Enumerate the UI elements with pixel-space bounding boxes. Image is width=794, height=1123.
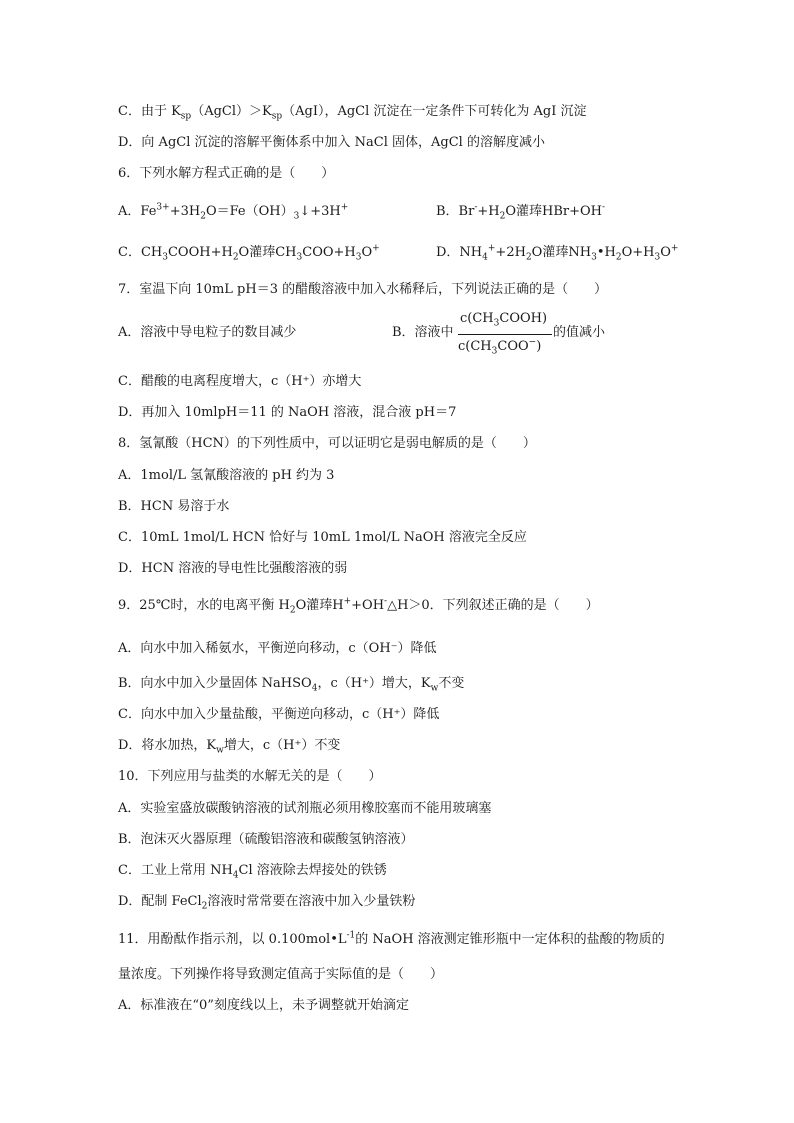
q9-option-d: D．将水加热，$K_w$增大，c（H⁺）不变 [118, 738, 341, 756]
q6-option-b: B．$Br^-+H_2O$灌琫HBr+OH- [436, 202, 606, 222]
q11-option-a: A．标准液在“0”刻度线以上，未予调整就开始滴定 [118, 998, 409, 1013]
q9-stem: 9．25℃时，水的电离平衡 $H_2O$灌琫H++OH-△H＞0．下列叙述正确的是（ ） [118, 596, 599, 616]
q10-option-c: C．工业上常用 $NH_4Cl$ 溶液除去焊接处的铁锈 [118, 863, 387, 881]
q11-stem-line1: 11．用酚酞作指示剂，以 $0.100mol•L^{-1}$的 NaOH 溶液测定锥形瓶中一定体积的盐酸的物质的 [118, 930, 665, 947]
q10-option-b: B．泡沫灭火器原理（硫酸铝溶液和碳酸氢钠溶液） [118, 832, 414, 847]
q7-option-d: D．再加入 10mlpH＝11 的 NaOH 溶液，混合液 pH＝7 [118, 405, 457, 420]
q9-option-a: A．向水中加入稀氨水，平衡逆向移动，c（OH⁻）降低 [118, 641, 437, 656]
q6-stem: 6．下列水解方程式正确的是（ ） [118, 166, 335, 181]
q6-option-d: D．$NH_4^++2H_2O$灌琫$NH_3•H_2O+H_3O^+$ [436, 243, 679, 263]
q5-option-c: C．由于 $K_{sp}(AgCl)>K_{sp}(AgI)$，AgCl 沉淀在一定条件下可转化为 AgI 沉淀 [118, 104, 587, 122]
q9-option-c: C．向水中加入少量盐酸，平衡逆向移动，c（H⁺）降低 [118, 707, 440, 722]
q5-option-d: D．向 AgCl 沉淀的溶解平衡体系中加入 NaCl 固体，AgCl 的溶解度减小 [118, 135, 545, 150]
q10-stem: 10．下列应用与盐类的水解无关的是（ ） [118, 769, 382, 784]
q11-stem-line2: 量浓度。下列操作将导致测定值高于实际值的是（ ） [118, 967, 444, 982]
q7-stem: 7．室温下向 10mL pH＝3 的醋酸溶液中加入水稀释后，下列说法正确的是（ ） [118, 282, 608, 297]
q7-option-b-fraction [458, 309, 554, 363]
q8-stem: 8．氢氰酸（HCN）的下列性质中，可以证明它是弱电解质的是（ ） [118, 436, 536, 451]
q6-option-c: C．$CH_3COOH+H_2O$灌琫$CH_3COO+H_3O^+$ [118, 243, 380, 263]
q7-option-c: C．醋酸的电离程度增大，c（H⁺）亦增大 [118, 374, 362, 389]
fraction-denominator: $c(CH_3COO^-)$ [458, 337, 542, 357]
fraction-numerator: $c(CH_3COOH)$ [460, 311, 548, 329]
q6-option-a: A．$Fe^{3+}+3H_2O=Fe(OH)_3↓+3H^+$ [118, 202, 349, 222]
q8-option-c: C．10mL 1mol/L HCN 恰好与 10mL 1mol/L NaOH 溶液完全反应 [118, 530, 527, 545]
q8-option-b: B．HCN 易溶于水 [118, 499, 230, 514]
q9-option-b: B．向水中加入少量固体 NaHSO$_4$，c（H⁺）增大，$K_w$不变 [118, 676, 465, 694]
q10-option-a: A．实验室盛放碳酸钠溶液的试剂瓶必须用橡胶塞而不能用玻璃塞 [118, 801, 492, 816]
fraction-bar [458, 334, 552, 335]
q8-option-d: D．HCN 溶液的导电性比强酸溶液的弱 [118, 561, 348, 576]
q8-option-a: A．1mol/L 氢氰酸溶液的 pH 约为 3 [118, 468, 335, 483]
q10-option-d: D．配制 FeCl$_2$溶液时常常要在溶液中加入少量铁粉 [118, 894, 416, 912]
q7-option-a: A．溶液中导电粒子的数目减少 [118, 325, 297, 340]
q7-option-b-suffix: 的值减小 [553, 325, 606, 340]
q7-option-b-label: B．溶液中 [392, 325, 454, 340]
